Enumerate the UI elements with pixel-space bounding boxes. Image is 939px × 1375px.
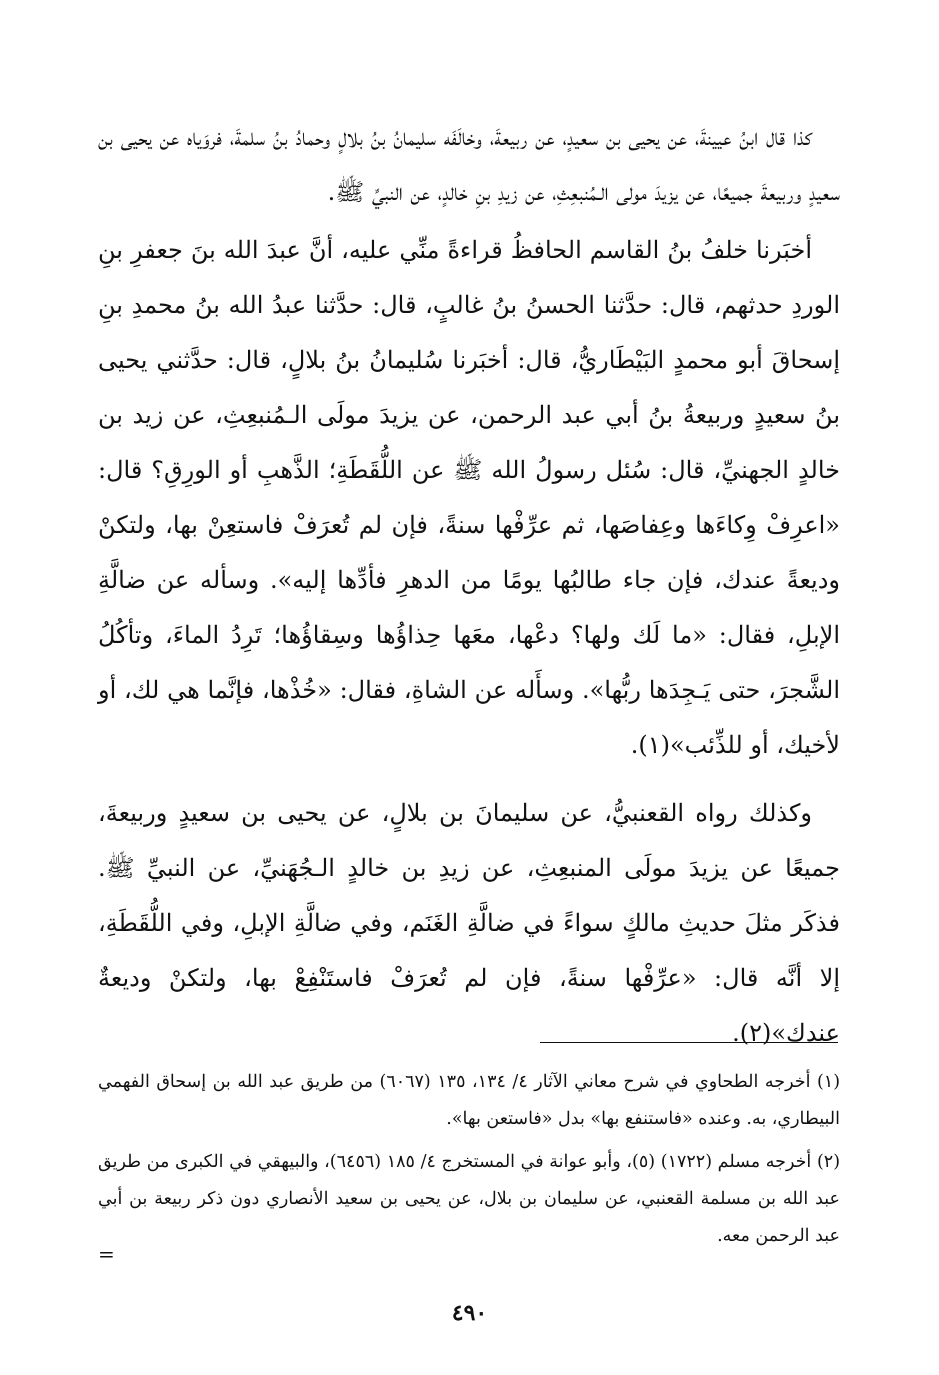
footnote-1: (١) أخرجه الطحاوي في شرح معاني الآثار ٤/ ١٣٤، ١٣٥ (٦٠٦٧) من طريق عبد الله بن إسحاق الفهمي البيطاري، به. وعنده «فاستنفع بها» بدل «فاستعن بها». (98, 1072, 841, 1129)
continuation-mark: = (98, 1242, 115, 1266)
footnote-2: (٢) أخرجه مسلم (١٧٢٢) (٥)، وأبو عوانة في المستخرج ٤/ ١٨٥ (٦٤٥٦)، والبيهقي في الكبرى من طريق عبد الله بن مسلمة القعنبي، عن سليمان بن بلال، عن يحيى بن سعيد الأنصاري دون ذكر ربيعة بن أبي عبد الرحمن معه. (98, 1152, 841, 1246)
paragraph-1: كذا قال ابنُ عيينةَ، عن يحيى بن سعيدٍ، عن ربيعةَ، وخالَفَه سليمانُ بنُ بلالٍ وحمادُ بنُ سلمةَ، فروَياه عن يحيى بن سعيدٍ وربيعةَ جميعًا، عن يزيدَ مولى الـمُنبعِثِ، عن زيدِ بنِ خالدٍ، عن النبيِّ ﷺ. (98, 123, 840, 206)
page-number: ٤٩٠ (451, 1300, 488, 1326)
main-text (98, 110, 840, 1061)
paragraph-3: وكذلك رواه القعنبيُّ، عن سليمانَ بن بلالٍ، عن يحيى بن سعيدٍ وربيعةَ، جميعًا عن يزيدَ مولَى المنبعِثِ، عن زيدِ بن خالدٍ الـجُهَنيِّ، عن النبيِّ ﷺ. فذكَر مثلَ حديثِ مالكٍ سواءً في ضالَّةِ الغَنَم، وفي ضالَّةِ الإبلِ، وفي اللُّقَطَةِ، إلا أنَّه قال: «عرِّفْها سنةً، فإن لم تُعرَفْ فاستَنْفِعْ بها، ولتكنْ وديعةٌ عندك»(٢). (98, 799, 841, 1047)
footnotes (98, 1064, 840, 1261)
paragraph-2: أخبَرنا خلفُ بنُ القاسم الحافظُ قراءةً منِّي عليه، أنَّ عبدَ الله بنَ جعفرِ بنِ الوردِ حدثهم، قال: حدَّثنا الحسنُ بنُ غالبٍ، قال: حدَّثنا عبدُ الله بنُ محمدِ بنِ إسحاقَ أبو محمدٍ البَيْطَاريُّ، قال: أخبَرنا سُليمانُ بنُ بلالٍ، قال: حدَّثني يحيى بنُ سعيدٍ وربيعةُ بنُ أبي عبد الرحمن، عن يزيدَ مولَى الـمُنبعِثِ، عن زيد بن خالدٍ الجهنيِّ، قال: سُئل رسولُ الله ﷺ عن اللُّقَطَةِ؛ الذَّهبِ أو الورِقِ؟ قال: «اعرِفْ وِكاءَها وعِفاصَها، ثم عرِّفْها سنةً، فإن لم تُعرَفْ فاستعِنْ بها، ولتكنْ وديعةً عندك، فإن جاء طالبُها يومًا من الدهرِ فأدِّها إليه». وسأله عن ضالَّةِ الإبلِ، فقال: «ما لَك ولها؟ دعْها، معَها حِذاؤُها وسِقاؤُها؛ تَرِدُ الماءَ، وتأكُلُ الشَّجرَ، حتى يَـجِدَها ربُّها». وسأَله عن الشاةِ، فقال: «خُذْها، فإنَّما هي لك، أو لأخيك، أو للذِّئب»(١). (98, 236, 840, 759)
footnote-separator (540, 1042, 838, 1043)
